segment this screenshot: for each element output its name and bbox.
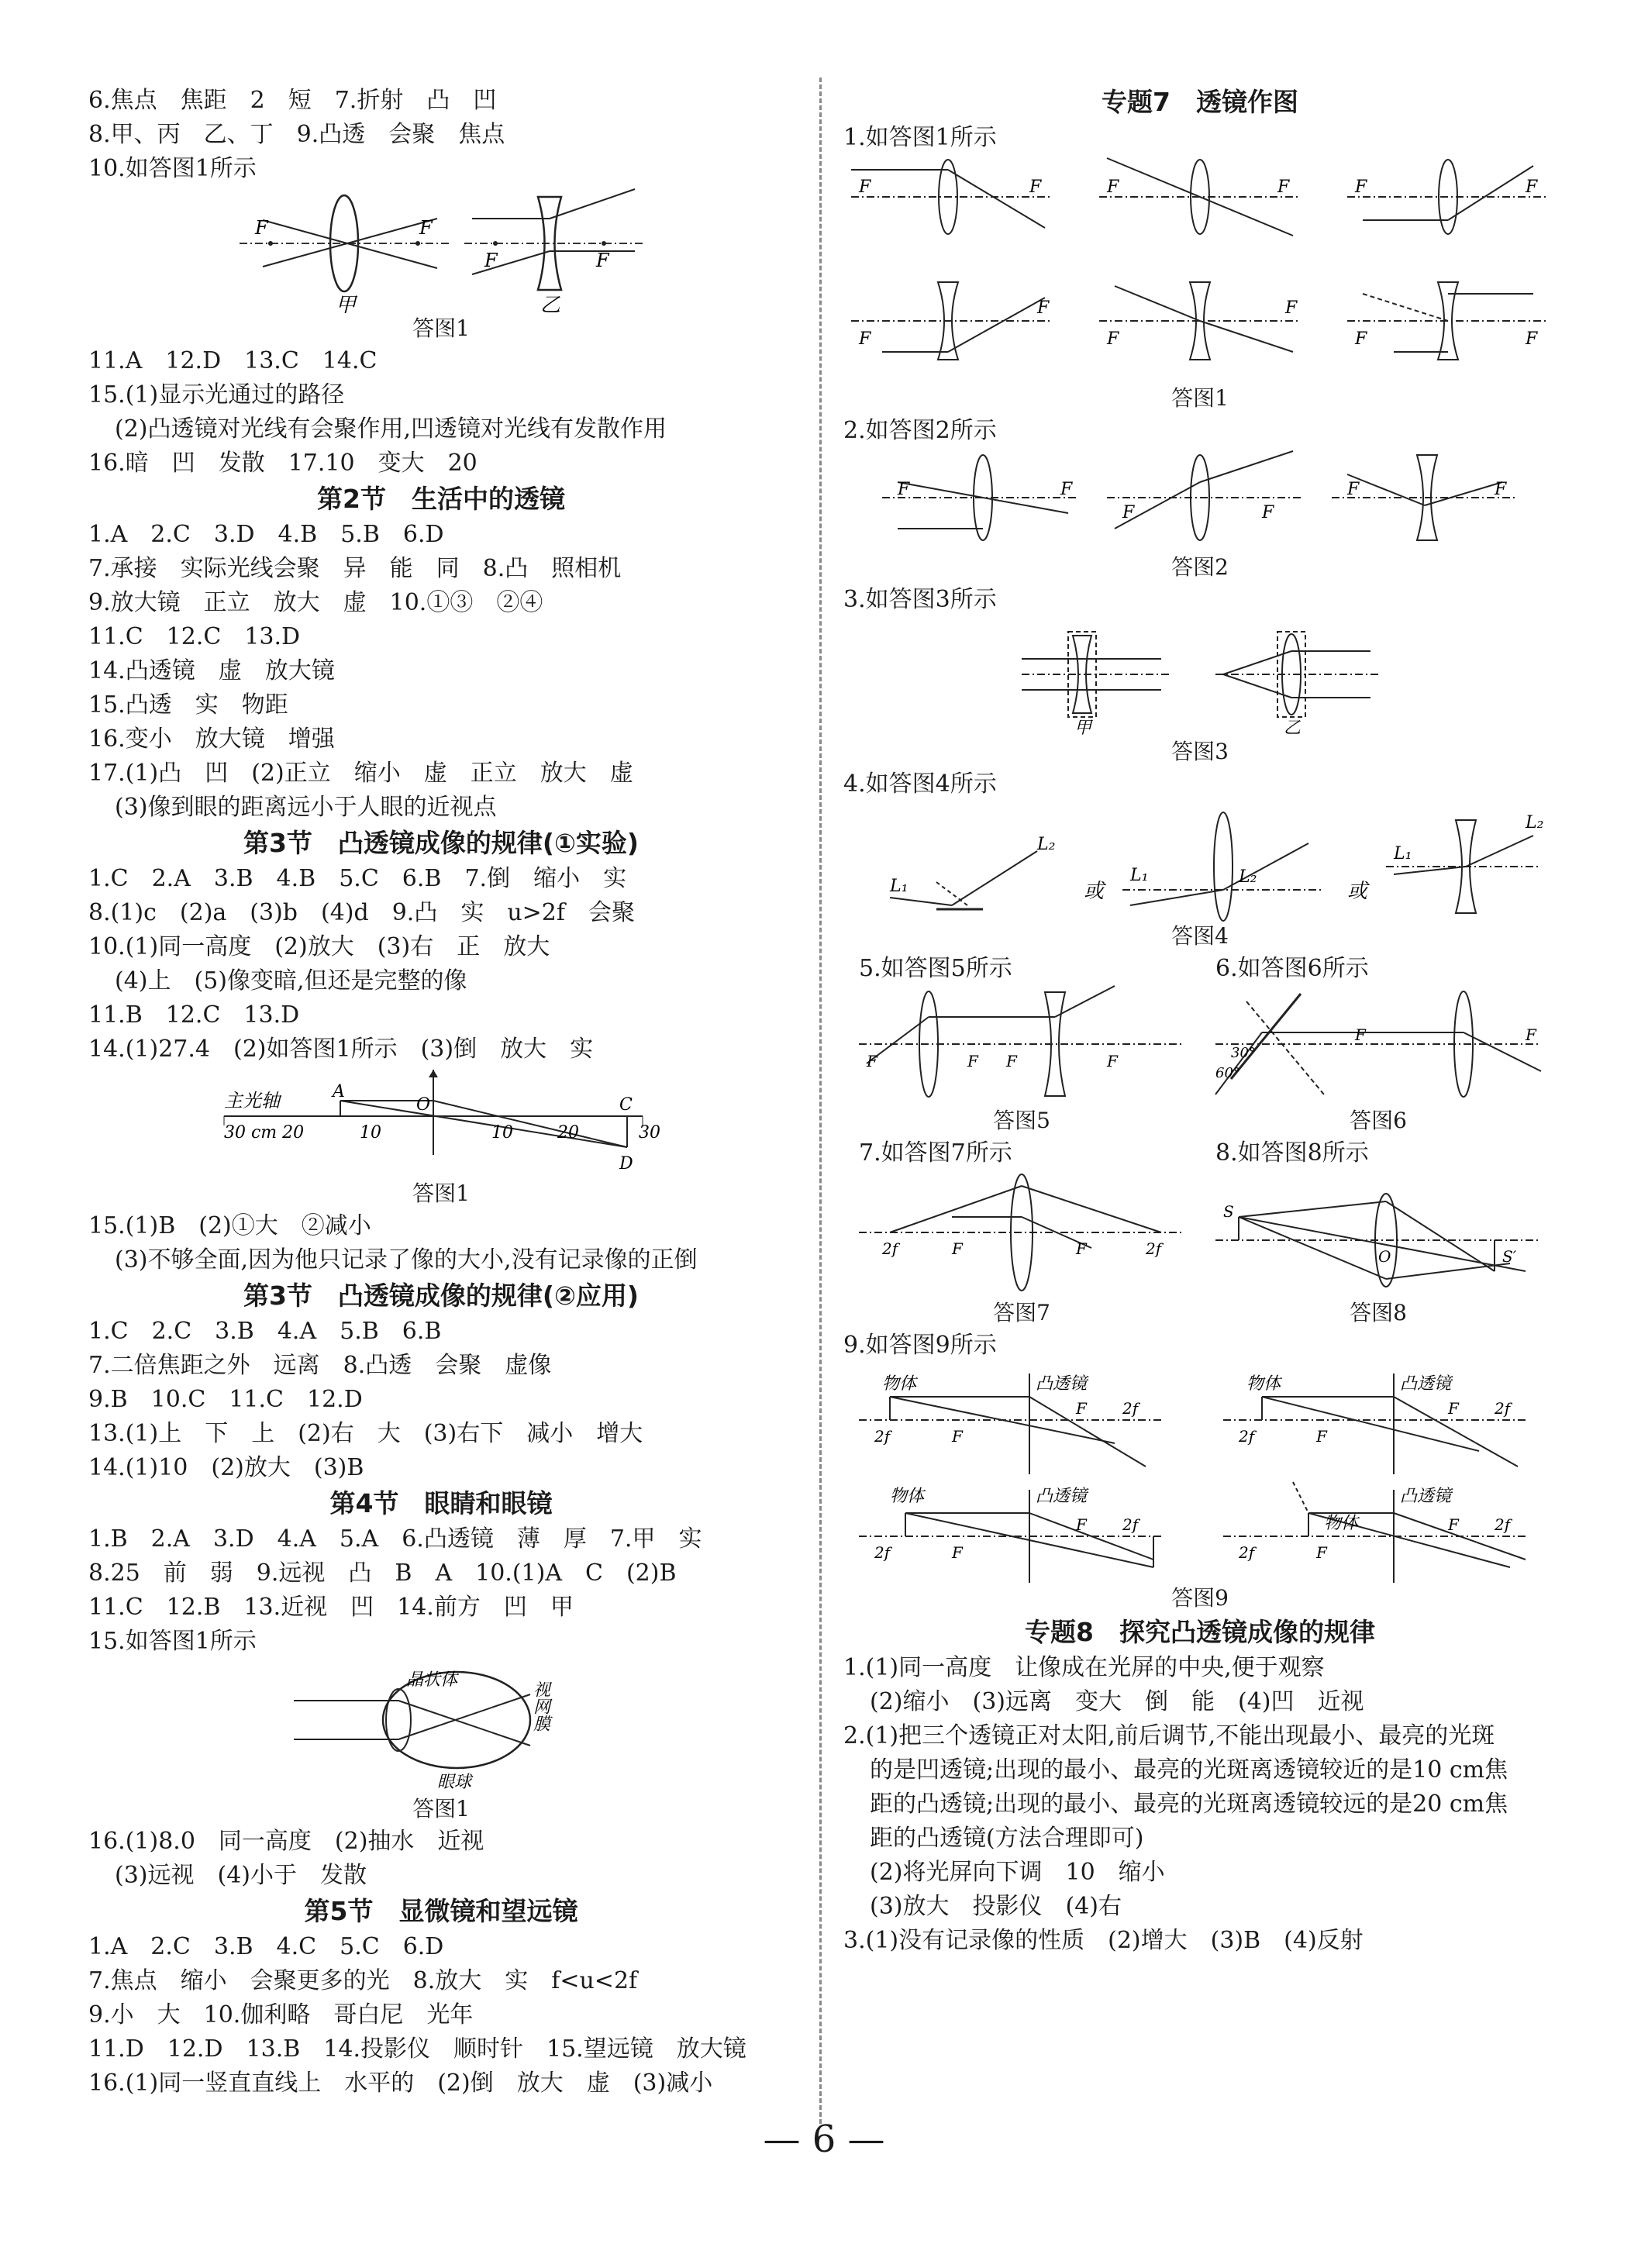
- ray-l1: L₁: [1130, 866, 1149, 885]
- figure-caption: 答图1: [412, 1181, 470, 1206]
- focus-label: F: [1122, 503, 1135, 522]
- section-title: 第3节 凸透镜成像的规律(②应用): [243, 1280, 640, 1311]
- answer-line: 6.焦点 焦距 2 短 7.折射 凸 凹: [88, 87, 497, 114]
- focus-label: F: [967, 1052, 978, 1070]
- focus-label: F: [898, 480, 910, 499]
- answer-line: 7.焦点 缩小 会聚更多的光 8.放大 实 f<u<2f: [88, 1967, 638, 1994]
- focus-label: F: [1355, 178, 1367, 197]
- figure-caption: 答图9: [1171, 1585, 1229, 1611]
- ray-l1: L₁: [890, 877, 908, 896]
- focus-label: F: [1029, 178, 1042, 197]
- object-label: 物体: [1324, 1514, 1359, 1533]
- column-divider: [819, 78, 822, 2124]
- figure-caption: 答图1: [1171, 385, 1229, 411]
- answer-line: (2)将光屏向下调 10 缩小: [870, 1859, 1165, 1886]
- focus-label: F: [952, 1239, 963, 1258]
- axis-label: 主光轴: [224, 1090, 280, 1112]
- figure-9: [859, 1366, 1541, 1583]
- section-title: 第3节 凸透镜成像的规律(①实验): [243, 828, 640, 858]
- lens-label: 凸透镜: [1036, 1487, 1088, 1506]
- ray-l2: L₂: [1037, 835, 1056, 854]
- point-a: A: [333, 1082, 345, 1101]
- answer-line: 4.如答图4所示: [843, 770, 997, 798]
- figure-caption: 答图6: [1350, 1108, 1407, 1133]
- label-yi: 乙: [1284, 719, 1302, 738]
- point-d: D: [619, 1154, 633, 1174]
- focus-label: F: [1448, 1515, 1459, 1534]
- lens-label: 晶状体: [406, 1670, 458, 1690]
- label-yi: 乙: [540, 294, 561, 317]
- answer-line: 16.暗 凹 发散 17.10 变大 20: [88, 450, 478, 477]
- point-s-prime: S′: [1502, 1247, 1517, 1266]
- figure-row-7-8: [843, 1136, 1557, 1329]
- answer-line: 10.(1)同一高度 (2)放大 (3)右 正 放大: [88, 933, 550, 960]
- figure-lens-set-2: [882, 451, 1518, 552]
- answer-line: 11.C 12.B 13.近视 凹 14.前方 凹 甲: [88, 1594, 574, 1621]
- figure-6: [1215, 986, 1541, 1102]
- answer-line: (3)远视 (4)小于 发散: [115, 1862, 367, 1889]
- focus-label: F: [596, 250, 609, 271]
- focus-label: F: [255, 217, 268, 239]
- answer-line: 距的凸透镜(方法合理即可): [870, 1825, 1144, 1852]
- point-s: S: [1223, 1202, 1234, 1221]
- 2f-label: 2f: [882, 1239, 898, 1258]
- angle-30: 30°: [1231, 1045, 1256, 1061]
- figure-caption: 答图5: [993, 1108, 1050, 1133]
- focus-label: F: [1355, 1025, 1366, 1044]
- focus-label: F: [1107, 178, 1119, 197]
- focus-label: F: [859, 329, 871, 349]
- tick-label: 30: [639, 1123, 660, 1143]
- point-o: O: [416, 1095, 431, 1115]
- lens-label: 凸透镜: [1036, 1374, 1088, 1394]
- answer-line: 1.(1)同一高度 让像成在光屏的中央,便于观察: [843, 1654, 1325, 1681]
- right-column: [843, 84, 1557, 1958]
- figure-eye: [294, 1662, 588, 1794]
- focus-label: F: [1285, 298, 1298, 318]
- point-c: C: [619, 1095, 633, 1115]
- figure-caption: 答图8: [1350, 1300, 1407, 1325]
- answer-line: 15.凸透 实 物距: [88, 691, 288, 719]
- focus-label: F: [1076, 1399, 1087, 1418]
- answer-line: 8.(1)c (2)a (3)b (4)d 9.凸 实 u>2f 会聚: [88, 899, 635, 926]
- 2f-label: 2f: [874, 1427, 891, 1446]
- answer-line: 13.(1)上 下 上 (2)右 大 (3)右下 减小 增大: [88, 1420, 643, 1447]
- lens-label: 凸透镜: [1400, 1487, 1452, 1506]
- focus-label: F: [1495, 480, 1507, 499]
- answer-line: 3.如答图3所示: [843, 586, 997, 613]
- answer-line: 9.B 10.C 11.C 12.D: [88, 1386, 363, 1413]
- answer-line: 15.(1)显示光通过的路径: [88, 381, 345, 408]
- focus-label: F: [1277, 178, 1290, 197]
- figure-caption: 答图4: [1171, 923, 1229, 949]
- ray-l1: L₁: [1394, 844, 1412, 863]
- answer-line: (3)放大 投影仪 (4)右: [870, 1893, 1122, 1920]
- figure-row-5-6: [843, 952, 1557, 1136]
- retina-label: 视网膜: [530, 1680, 550, 1732]
- answer-line: 11.D 12.D 13.B 14.投影仪 顺时针 15.望远镜 放大镜: [88, 2035, 746, 2063]
- answer-line: 11.A 12.D 13.C 14.C: [88, 347, 378, 374]
- answer-line: 2.(1)把三个透镜正对太阳,前后调节,不能出现最小、最亮的光斑: [843, 1722, 1495, 1749]
- figure-5: [859, 986, 1184, 1102]
- figure-8: [1215, 1170, 1541, 1294]
- answer-line: 1.A 2.C 3.B 4.C 5.C 6.D: [88, 1933, 444, 1960]
- answer-line: 14.(1)10 (2)放大 (3)B: [88, 1454, 364, 1481]
- page-number: — 6 —: [763, 2118, 885, 2161]
- answer-line: 8.甲、丙 乙、丁 9.凸透 会聚 焦点: [88, 121, 505, 148]
- focus-label: F: [1262, 503, 1274, 522]
- answer-line: 16.(1)同一竖直直线上 水平的 (2)倒 放大 虚 (3)减小: [88, 2070, 713, 2097]
- answer-line: 3.(1)没有记录像的性质 (2)增大 (3)B (4)反射: [843, 1927, 1364, 1954]
- focus-label: F: [1526, 1025, 1536, 1044]
- focus-label: F: [1355, 329, 1367, 349]
- object-label: 物体: [1246, 1374, 1281, 1394]
- answer-line: (3)不够全面,因为他只记录了像的大小,没有记录像的正倒: [115, 1246, 698, 1274]
- figure-caption: 答图3: [1171, 739, 1229, 764]
- answer-line: 7.如答图7所示: [859, 1139, 1012, 1167]
- answer-line: 1.如答图1所示: [843, 124, 997, 151]
- figure-lens-set-1: [851, 158, 1549, 383]
- focus-label: F: [1076, 1515, 1087, 1534]
- answer-line: 11.C 12.C 13.D: [88, 623, 301, 650]
- figure-caption: 答图1: [412, 315, 470, 341]
- tick-label: 30 cm 20: [224, 1123, 305, 1143]
- section-title: 专题7 透镜作图: [1102, 87, 1298, 117]
- section-title: 第4节 眼睛和眼镜: [329, 1488, 553, 1518]
- answer-line: 15.如答图1所示: [88, 1628, 257, 1655]
- answer-line: 1.A 2.C 3.D 4.B 5.B 6.D: [88, 521, 444, 548]
- left-column: [88, 84, 794, 2101]
- answer-line: 16.(1)8.0 同一高度 (2)抽水 近视: [88, 1828, 484, 1855]
- 2f-label: 2f: [1122, 1399, 1139, 1418]
- figure-lens-set-4: [859, 805, 1544, 921]
- focus-label: F: [419, 217, 433, 239]
- focus-label: F: [1006, 1052, 1017, 1070]
- answer-line: (2)凸透镜对光线有会聚作用,凹透镜对光线有发散作用: [115, 415, 667, 443]
- 2f-label: 2f: [1146, 1239, 1162, 1258]
- object-label: 物体: [882, 1374, 917, 1394]
- answer-line: 8.25 前 弱 9.远视 凸 B A 10.(1)A C (2)B: [88, 1560, 677, 1587]
- focus-label: F: [1526, 329, 1538, 349]
- focus-label: F: [1347, 480, 1360, 499]
- figure-lens-set-3: [1022, 620, 1378, 736]
- answer-line: 9.如答图9所示: [843, 1332, 997, 1359]
- answer-line: 1.C 2.A 3.B 4.B 5.C 6.B 7.倒 缩小 实: [88, 865, 627, 892]
- 2f-label: 2f: [1239, 1427, 1255, 1446]
- answer-line: 15.(1)B (2)①大 ②减小: [88, 1212, 371, 1239]
- answer-line: 10.如答图1所示: [88, 155, 257, 182]
- figure-lens-jia-yi: [240, 189, 643, 317]
- answer-line: 11.B 12.C 13.D: [88, 1001, 300, 1029]
- focus-label: F: [867, 1052, 877, 1070]
- section-title: 第5节 显微镜和望远镜: [304, 1896, 578, 1926]
- object-label: 物体: [890, 1487, 925, 1506]
- lens-label: 凸透镜: [1400, 1374, 1452, 1394]
- answer-line: (4)上 (5)像变暗,但还是完整的像: [115, 967, 467, 994]
- answer-line: 距的凸透镜;出现的最小、最亮的光斑离透镜较远的是20 cm焦: [870, 1791, 1508, 1818]
- angle-60: 60°: [1215, 1065, 1240, 1081]
- answer-line: 17.(1)凸 凹 (2)正立 缩小 虚 正立 放大 虚: [88, 760, 633, 787]
- answer-line: 2.如答图2所示: [843, 417, 997, 444]
- section-title: 第2节 生活中的透镜: [317, 484, 565, 514]
- eyeball-label: 眼球: [437, 1773, 472, 1792]
- answer-line: 14.(1)27.4 (2)如答图1所示 (3)倒 放大 实: [88, 1036, 594, 1063]
- figure-caption: 答图1: [412, 1796, 470, 1822]
- tick-label: 20: [557, 1123, 579, 1143]
- figure-caption: 答图7: [993, 1300, 1050, 1325]
- focus-label: F: [484, 250, 498, 271]
- focus-label: F: [1037, 298, 1050, 318]
- answer-line: 1.C 2.C 3.B 4.A 5.B 6.B: [88, 1318, 442, 1345]
- 2f-label: 2f: [1495, 1399, 1511, 1418]
- focus-label: F: [1448, 1399, 1459, 1418]
- or-label: 或: [1347, 880, 1368, 903]
- answer-line: 6.如答图6所示: [1215, 955, 1369, 982]
- focus-label: F: [1060, 480, 1073, 499]
- answer-line: 7.承接 实际光线会聚 异 能 同 8.凸 照相机: [88, 555, 622, 582]
- focus-label: F: [1526, 178, 1538, 197]
- figure-7: [859, 1170, 1184, 1294]
- 2f-label: 2f: [1495, 1515, 1511, 1534]
- focus-label: F: [952, 1543, 963, 1562]
- 2f-label: 2f: [1122, 1515, 1139, 1534]
- label-jia: 甲: [1074, 719, 1092, 738]
- ray-l2: L₂: [1526, 813, 1544, 832]
- tick-label: 10: [491, 1123, 513, 1143]
- 2f-label: 2f: [1239, 1543, 1255, 1562]
- focus-label: F: [859, 178, 871, 197]
- point-o: O: [1378, 1247, 1391, 1266]
- answer-line: (2)缩小 (3)远离 变大 倒 能 (4)凹 近视: [870, 1688, 1364, 1715]
- focus-label: F: [1107, 329, 1119, 349]
- answer-line: 16.变小 放大镜 增强: [88, 726, 335, 753]
- answer-line: 14.凸透镜 虚 放大镜: [88, 657, 335, 684]
- section-title: 专题8 探究凸透镜成像的规律: [1025, 1617, 1375, 1647]
- tick-label: 10: [360, 1123, 381, 1143]
- label-jia: 甲: [336, 294, 357, 317]
- focus-label: F: [1076, 1239, 1087, 1258]
- answer-line: 9.小 大 10.伽利略 哥白尼 光年: [88, 2001, 474, 2028]
- answer-line: 7.二倍焦距之外 远离 8.凸透 会聚 虚像: [88, 1352, 552, 1379]
- 2f-label: 2f: [874, 1543, 891, 1562]
- answer-line: 1.B 2.A 3.D 4.A 5.A 6.凸透镜 薄 厚 7.甲 实: [88, 1525, 702, 1553]
- answer-line: (3)像到眼的距离远小于人眼的近视点: [115, 794, 497, 821]
- focus-label: F: [952, 1427, 963, 1446]
- focus-label: F: [1316, 1427, 1327, 1446]
- or-label: 或: [1084, 880, 1105, 903]
- ray-l2: L₂: [1239, 867, 1257, 887]
- answer-line: 8.如答图8所示: [1215, 1139, 1369, 1167]
- answer-line: 9.放大镜 正立 放大 虚 10.①③ ②④: [88, 589, 543, 616]
- focus-label: F: [1107, 1052, 1118, 1070]
- figure-optical-bench: [224, 1070, 658, 1178]
- answer-line: 5.如答图5所示: [859, 955, 1012, 982]
- answer-line: 的是凹透镜;出现的最小、最亮的光斑离透镜较近的是10 cm焦: [870, 1756, 1508, 1784]
- focus-label: F: [1316, 1543, 1327, 1562]
- figure-caption: 答图2: [1171, 554, 1229, 580]
